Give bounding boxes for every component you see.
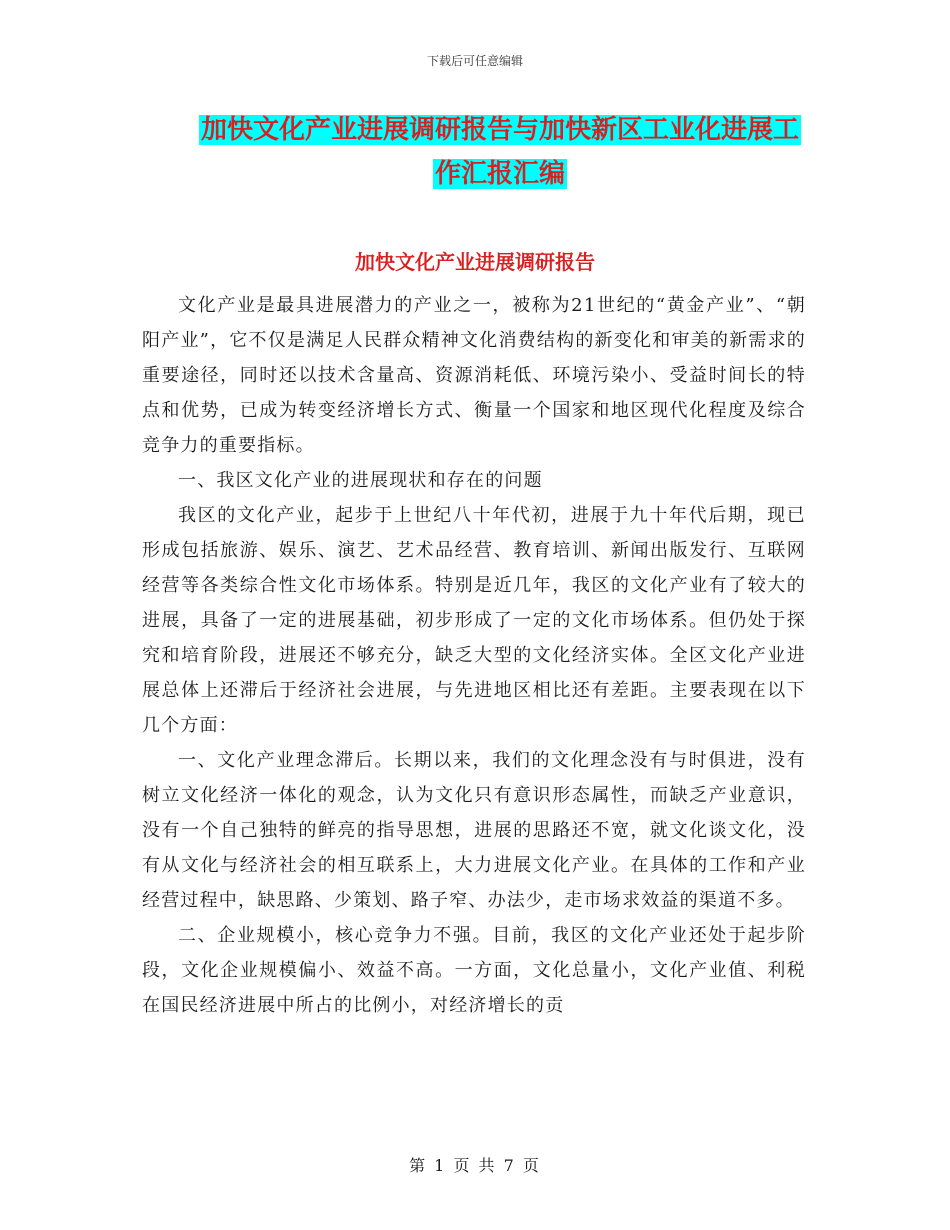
paragraph: 一、文化产业理念滞后。长期以来，我们的文化理念没有与时俱进，没有树立文化经济一体化的观念，认为文化只有意识形态属性，而缺乏产业意识，没有一个自己独特的鲜亮的指导思想，进展的思路还不宽，就文化谈文化，没有从文化与经济社会的相互联系上，大力进展文化产业。在具体的工作和产业经营过程中，缺思路、少策划、路子窄、办法少，走市场求效益的渠道不多。 xyxy=(142,750,806,911)
section-title: 加快文化产业进展调研报告 xyxy=(355,250,595,274)
document-title xyxy=(150,108,850,196)
paragraph: 我区的文化产业，起步于上世纪八十年代初，进展于九十年代后期，现已形成包括旅游、娱乐、演艺、艺术品经营、教育培训、新闻出版发行、互联网经营等各类综合性文化市场体系。特别是近几年，我区的文化产业有了较大的进展，具备了一定的进展基础，初步形成了一定的文化市场体系。但仍处于探究和培育阶段，进展还不够充分，缺乏大型的文化经济实体。全区文化产业进展总体上还滞后于经济社会进展，与先进地区相比还有差距。主要表现在以下几个方面： xyxy=(142,505,806,736)
paragraph: 文化产业是最具进展潜力的产业之一，被称为21世纪的“黄金产业”、“朝阳产业”，它不仅是满足人民群众精神文化消费结构的新变化和审美的新需求的重要途径，同时还以技术含量高、资源消耗低、环境污染小、受益时间长的特点和优势，已成为转变经济增长方式、衡量一个国家和地区现代化程度及综合竞争力的重要指标。 xyxy=(142,295,806,456)
header-note: 下载后可任意编辑 xyxy=(426,54,523,68)
document-body xyxy=(142,288,806,1023)
document-title-line-2: 作汇报汇编 xyxy=(434,159,565,189)
paragraph: 二、企业规模小，核心竞争力不强。目前，我区的文化产业还处于起步阶段，文化企业规模偏小、效益不高。一方面，文化总量小，文化产业值、利税在国民经济进展中所占的比例小，对经济增长的贡 xyxy=(142,925,806,1016)
paragraph-heading: 一、我区文化产业的进展现状和存在的问题 xyxy=(178,470,543,491)
document-title-line-1: 加快文化产业进展调研报告与加快新区工业化进展工 xyxy=(200,115,799,145)
page-number: 第 1 页 共 7 页 xyxy=(409,1156,541,1175)
